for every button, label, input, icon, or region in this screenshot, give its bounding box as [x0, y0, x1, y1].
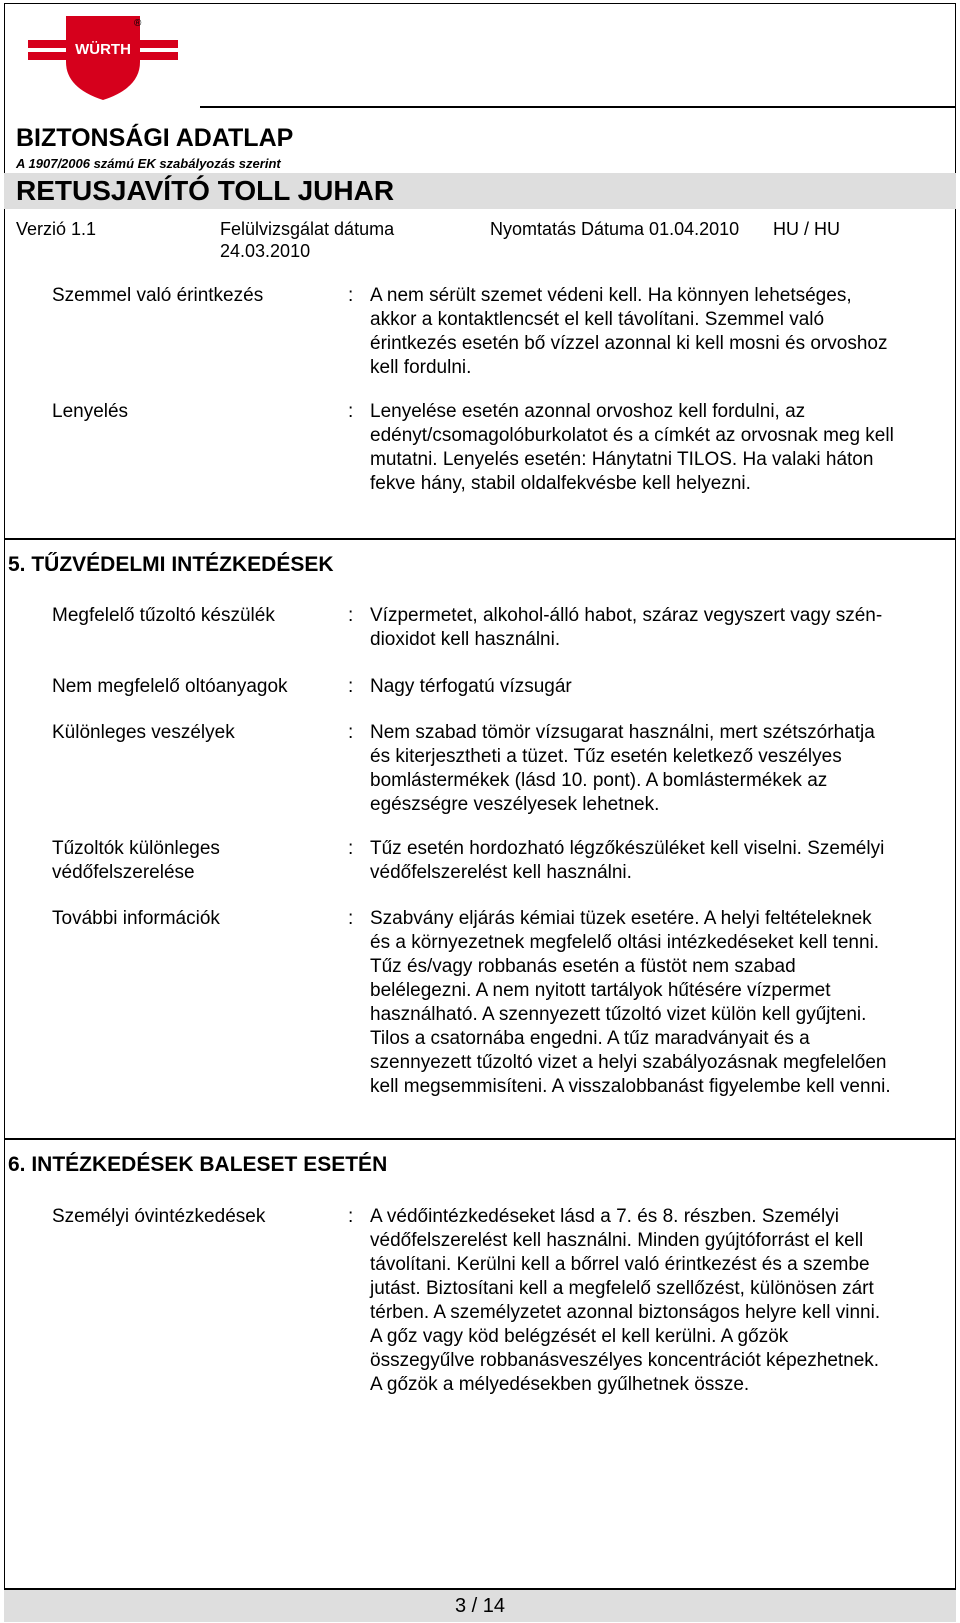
text-line: Tűz esetén hordozható légzőkészüléket kell viselni. Személyi	[370, 838, 885, 859]
text-line: használható. A szennyezett tűzoltó vizet külön kell gyűjteni.	[370, 1004, 867, 1025]
text-line: és kiterjesztheti a tüzet. Tűz esetén keletkező veszélyes	[370, 746, 842, 767]
row-label-firefighter-equipment	[52, 837, 220, 885]
text-line: kell megsemmisíteni. A visszalobbanást figyelembe kell venni.	[370, 1076, 891, 1097]
text-line: akkor a kontaktlencsét el kell távolítani. Szemmel való	[370, 309, 825, 330]
text-line: A gőz vagy köd belégzését el kell kerülni. A gőzök	[370, 1326, 789, 1347]
row-text-personal-precautions	[370, 1205, 950, 1397]
page-number: 3 / 14	[4, 1588, 956, 1622]
section-rule	[4, 1138, 956, 1140]
text-line: kell fordulni.	[370, 357, 472, 378]
colon: :	[348, 838, 354, 859]
text-line: Tilos a csatornába engedni. A tűz maradványait és a	[370, 1028, 810, 1049]
text-line: A nem sérült szemet védeni kell. Ha könnyen lehetséges,	[370, 285, 852, 306]
text-line: érintkezés esetén bő vízzel azonnal ki kell mosni és orvoshoz	[370, 333, 888, 354]
text-line: Nem szabad tömör vízsugarat használni, mert szétszórhatja	[370, 722, 875, 743]
text-line: Nagy térfogatú vízsugár	[370, 676, 572, 697]
row-label-extinguishing-media: Megfelelő tűzoltó készülék	[52, 605, 275, 626]
colon: :	[348, 1206, 354, 1227]
section-rule	[4, 538, 956, 540]
text-line: Vízpermetet, alkohol-álló habot, száraz vegyszert vagy szén-	[370, 605, 883, 626]
header-rule	[200, 106, 956, 108]
language: HU / HU	[773, 219, 840, 239]
text-line: védőfelszerelést kell használni. Minden gyújtóforrást el kell	[370, 1230, 864, 1251]
row-text-firefighter-equipment	[370, 837, 950, 885]
text-line: A védőintézkedéseket lásd a 7. és 8. részben. Személyi	[370, 1206, 839, 1227]
text-line: szennyezett tűzoltó vizet a helyi szabályozásnak megfelelően	[370, 1052, 887, 1073]
colon: :	[348, 908, 354, 929]
text-line: védőfelszerelést kell használni.	[370, 862, 632, 883]
revision-label: Felülvizsgálat dátuma	[220, 219, 395, 239]
text-line: mutatni. Lenyelés esetén: Hánytatni TILOS. Ha valaki háton	[370, 449, 874, 470]
colon: :	[348, 285, 354, 306]
row-label-personal-precautions: Személyi óvintézkedések	[52, 1206, 266, 1227]
colon: :	[348, 401, 354, 422]
row-label-further-info: További információk	[52, 908, 220, 929]
row-text-special-hazards	[370, 721, 950, 817]
section5-heading: 5. TŰZVÉDELMI INTÉZKEDÉSEK	[8, 553, 334, 576]
product-name: RETUSJAVÍTÓ TOLL JUHAR	[4, 173, 956, 209]
text-line: belélegezni. A nem nyitott tartályok hűtésére vízpermet	[370, 980, 831, 1001]
row-label-eye-contact: Szemmel való érintkezés	[52, 285, 264, 306]
regulation-subtitle: A 1907/2006 számú EK szabályozás szerint	[16, 156, 281, 171]
row-label-special-hazards: Különleges veszélyek	[52, 722, 235, 743]
text-line: A gőzök a mélyedésekben gyűlhetnek össze.	[370, 1374, 750, 1395]
registered-mark: ®	[134, 18, 142, 29]
text-line: egészségre veszélyesek lehetnek.	[370, 794, 660, 815]
colon: :	[348, 605, 354, 626]
colon: :	[348, 676, 354, 697]
row-text-ingestion	[370, 400, 950, 496]
text-line: Tűz és/vagy robbanás esetén a füstöt nem szabad	[370, 956, 796, 977]
label-line: védőfelszerelése	[52, 862, 195, 883]
row-text-unsuitable-media	[370, 675, 950, 699]
label-line: Tűzoltók különleges	[52, 838, 220, 859]
text-line: és a környezetnek megfelelő oltási intézkedéseket kell tenni.	[370, 932, 880, 953]
text-line: bomlástermékek (lásd 10. pont). A bomlástermékek az	[370, 770, 828, 791]
revision-date-value: 24.03.2010	[220, 241, 311, 261]
colon: :	[348, 722, 354, 743]
row-label-ingestion: Lenyelés	[52, 401, 129, 422]
document-title: BIZTONSÁGI ADATLAP	[16, 124, 294, 152]
row-text-eye-contact	[370, 284, 950, 380]
text-line: távolítani. Kerülni kell a bőrrel való érintkezést és a szembe	[370, 1254, 870, 1275]
print-date: Nyomtatás Dátuma 01.04.2010	[490, 219, 740, 239]
text-line: edényt/csomagolóburkolatot és a címkét az orvosnak meg kell	[370, 425, 894, 446]
version: Verzió 1.1	[16, 219, 97, 239]
row-text-extinguishing-media	[370, 604, 950, 652]
revision-date	[220, 218, 394, 262]
row-label-unsuitable-media: Nem megfelelő oltóanyagok	[52, 676, 288, 697]
text-line: Lenyelése esetén azonnal orvoshoz kell fordulni, az	[370, 401, 806, 422]
text-line: jutást. Biztosítani kell a megfelelő szellőzést, különösen zárt	[370, 1278, 874, 1299]
text-line: dioxidot kell használni.	[370, 629, 561, 650]
svg-text:WÜRTH: WÜRTH	[75, 41, 131, 58]
text-line: térben. A személyzetet azonnal biztonságos helyre kell vinni.	[370, 1302, 881, 1323]
text-line: fekve hány, stabil oldalfekvésbe kell helyezni.	[370, 473, 751, 494]
row-text-further-info	[370, 907, 950, 1099]
text-line: Szabvány eljárás kémiai tüzek esetére. A helyi feltételeknek	[370, 908, 872, 929]
section6-heading: 6. INTÉZKEDÉSEK BALESET ESETÉN	[8, 1153, 388, 1176]
wurth-logo	[28, 12, 178, 102]
text-line: összegyűlve robbanásveszélyes koncentrációt képezhetnek.	[370, 1350, 880, 1371]
